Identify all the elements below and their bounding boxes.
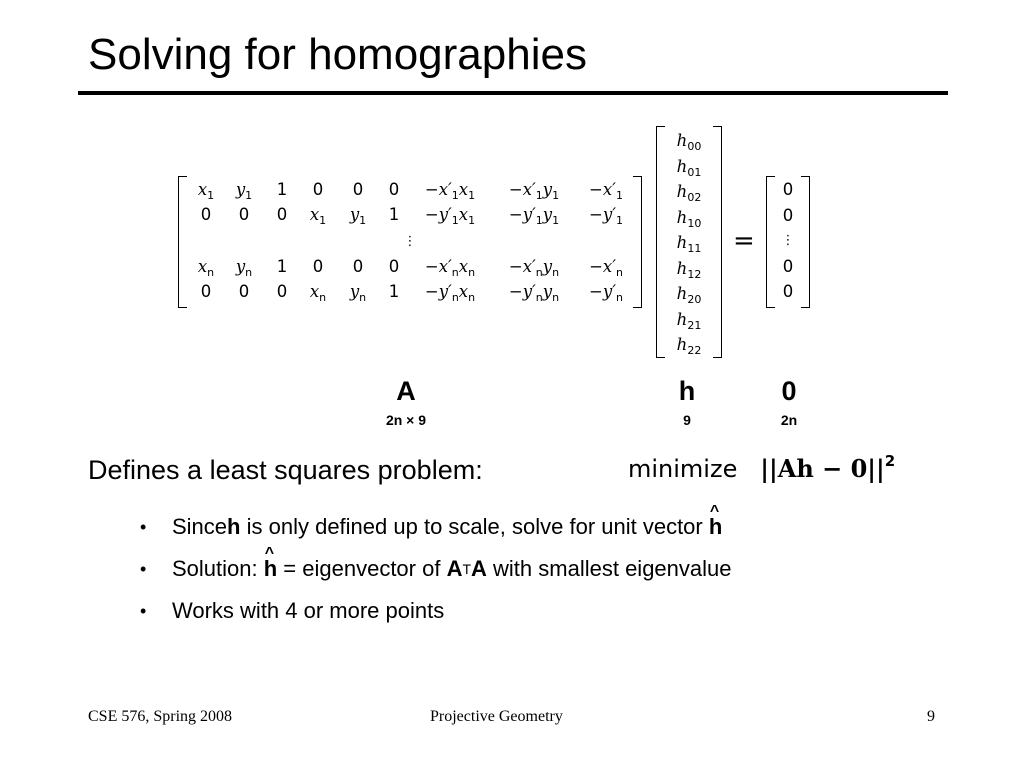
title-underline xyxy=(78,91,948,95)
norm-expression: ||Ah − 0|| xyxy=(760,454,885,483)
footer-topic: Projective Geometry xyxy=(430,708,563,725)
minimize-expression xyxy=(628,452,895,483)
h-entry: $h_{12}$ xyxy=(676,258,702,281)
h-entry: $h_{20}$ xyxy=(676,284,702,306)
h-entry: $h_{11}$ xyxy=(676,233,702,255)
equals-sign: = xyxy=(733,226,755,256)
bullet-list xyxy=(140,506,732,632)
h-entry: $h_{00}$ xyxy=(676,131,702,153)
zero-entry: 0 xyxy=(782,180,794,199)
zero-entry: 0 xyxy=(782,205,794,225)
zero-entry: ⋮ xyxy=(781,233,795,248)
vector-zero xyxy=(766,176,810,308)
defines-text: Defines a least squares problem: xyxy=(88,455,483,485)
h-entry: $h_{01}$ xyxy=(676,156,702,179)
matrix-a: $x_1$ $y_1$ 1 0 0 0 $-x'_1x_1$ $-x'_1y_1$ $-x'_1$ 0 0 0 $x_1$ $y_1$ 1 $-y'_1x_1$ $-y'_1y_1$ $-y'_1$ ⋮ $x_n$ $y_n$ 1 0 0 0 $-x'_nx_n$ $-x'_ny_n$ $-x'_n$ 0 0 0 $x_n$ $y_n$ 1 $-y'_nx_n$ $-y'_ny_n$ $-y'_n$ xyxy=(178,176,642,308)
h-entry: $h_{02}$ xyxy=(676,182,702,204)
zero-entry: 0 xyxy=(782,256,794,276)
bullet-dot: • xyxy=(140,516,147,537)
label-zero-dims: 2n xyxy=(780,412,798,428)
bullet-dot: • xyxy=(140,600,147,621)
label-h-dims: 9 xyxy=(683,412,691,428)
norm-exponent: 2 xyxy=(884,452,896,470)
minimize-word: minimize xyxy=(628,455,738,483)
zero-entry: 0 xyxy=(782,282,794,301)
footer-page-number: 9 xyxy=(927,708,935,725)
bullet-item: • Solution: ^ h = eigenvector of A T A with smallest eigenvalue xyxy=(140,548,732,590)
h-entry: $h_{10}$ xyxy=(676,207,702,230)
bullet-item: • Works with 4 or more points xyxy=(140,598,445,623)
slide-title: Solving for homographies xyxy=(88,30,587,79)
h-hat: ^ h xyxy=(264,556,277,582)
label-a-dims: 2n × 9 xyxy=(385,412,427,428)
bullet-item: • Since h is only defined up to scale, solve for unit vector ^ h xyxy=(140,506,732,548)
label-zero: 0 xyxy=(781,376,797,406)
vector-h xyxy=(656,126,722,358)
h-entry: $h_{21}$ xyxy=(676,309,702,332)
h-entry: $h_{22}$ xyxy=(676,335,702,357)
h-hat: ^ h xyxy=(709,514,722,540)
label-a: A xyxy=(396,376,416,406)
footer-course: CSE 576, Spring 2008 xyxy=(88,708,233,725)
label-h: h xyxy=(678,376,696,406)
bullet-dot: • xyxy=(140,558,147,579)
